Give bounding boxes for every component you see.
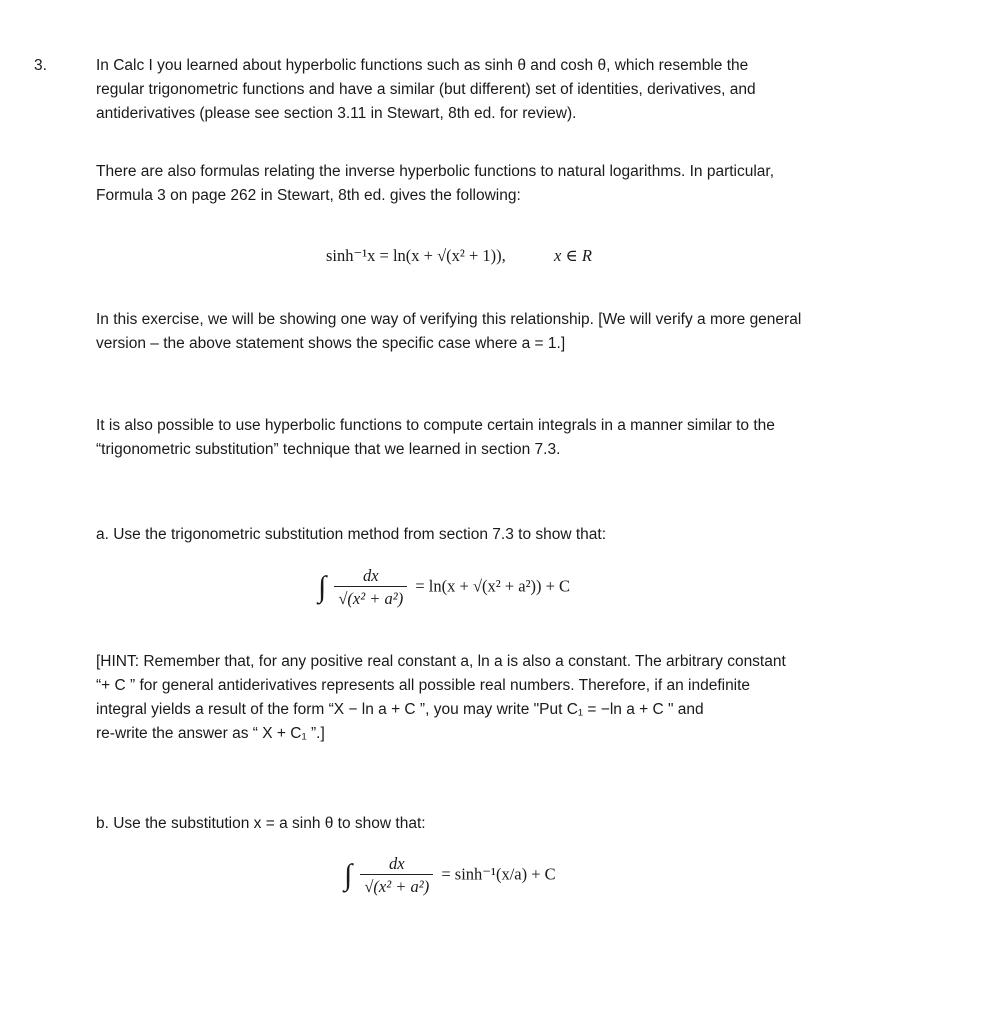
hint-paragraph xyxy=(96,650,966,746)
integral-sign: ∫ xyxy=(318,570,327,604)
part-b-denominator: √(x² + a²) xyxy=(360,874,433,897)
exercise-line-2: version – the above statement shows the specific case where a = 1.] xyxy=(96,335,566,352)
intro-paragraph xyxy=(96,54,966,126)
identity-domain: x ∈ R xyxy=(554,246,592,265)
problem-number: 3. xyxy=(34,57,47,74)
formulas-paragraph xyxy=(96,160,966,208)
formulas-line-1: There are also formulas relating the inverse hyperbolic functions to natural logarithms. In particular, xyxy=(96,163,775,180)
exercise-paragraph xyxy=(96,308,966,356)
part-a-prompt: a. Use the trigonometric substitution method from section 7.3 to show that: xyxy=(96,526,607,543)
intro-line-3: antiderivatives (please see section 3.11 in Stewart, 8th ed. for review). xyxy=(96,105,577,122)
part-a-rhs: = ln(x + √(x² + a²)) + C xyxy=(415,576,571,596)
part-b-numerator: dx xyxy=(389,854,405,873)
hint-line-1: [HINT: Remember that, for any positive real constant a, ln a is also a constant. The arbitrary constant xyxy=(96,653,786,670)
intro-line-1: In Calc I you learned about hyperbolic functions such as sinh θ and cosh θ, which resemble the xyxy=(96,57,749,74)
part-b-equation xyxy=(344,854,556,897)
part-b-prompt: b. Use the substitution x = a sinh θ to show that: xyxy=(96,815,426,832)
exercise-line-1: In this exercise, we will be showing one way of verifying this relationship. [We will verify a more general xyxy=(96,311,802,328)
part-a-numerator: dx xyxy=(363,566,379,585)
also-line-1: It is also possible to use hyperbolic functions to compute certain integrals in a manner similar to the xyxy=(96,417,775,434)
integral-sign: ∫ xyxy=(344,858,353,892)
part-a-denominator: √(x² + a²) xyxy=(334,586,407,609)
hint-line-3: integral yields a result of the form “X − ln a + C ”, you may write "Put C₁ = −ln a + C " and xyxy=(96,701,704,718)
part-b-fraction xyxy=(360,854,433,897)
part-b-rhs: = sinh⁻¹(x/a) + C xyxy=(441,864,556,884)
also-paragraph xyxy=(96,414,966,462)
identity-lhs: sinh⁻¹x = ln(x + √(x² + 1)), xyxy=(326,246,506,265)
intro-line-2: regular trigonometric functions and have a similar (but different) set of identities, derivatives, and xyxy=(96,81,756,98)
hint-line-2: “+ C ” for general antiderivatives represents all possible real numbers. Therefore, if an indefinite xyxy=(96,677,751,694)
hint-line-4: re-write the answer as “ X + C₁ ”.] xyxy=(96,725,325,742)
also-line-2: “trigonometric substitution” technique that we learned in section 7.3. xyxy=(96,441,561,458)
part-a-fraction xyxy=(334,566,407,609)
formulas-line-2: Formula 3 on page 262 in Stewart, 8th ed. gives the following: xyxy=(96,187,521,204)
inverse-sinh-identity xyxy=(326,244,592,268)
part-a-equation xyxy=(318,566,570,609)
